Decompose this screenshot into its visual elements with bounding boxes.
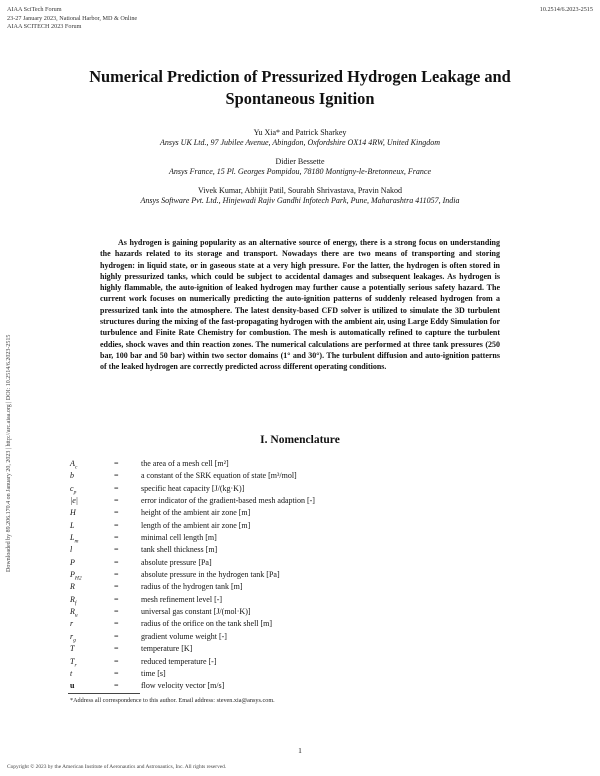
- nomenclature-equals: =: [114, 644, 119, 654]
- conference-name: AIAA SciTech Forum: [7, 6, 62, 13]
- nomenclature-symbol: R: [70, 582, 75, 592]
- conference-dates: 23-27 January 2023, National Harbor, MD & Online: [7, 14, 138, 22]
- nomenclature-entry: [70, 668, 530, 680]
- nomenclature-equals: =: [114, 631, 119, 641]
- nomenclature-entry: [70, 495, 530, 507]
- nomenclature-definition: the area of a mesh cell [m²]: [141, 459, 229, 468]
- nomenclature-symbol: u: [70, 681, 75, 691]
- nomenclature-definition: specific heat capacity [J/(kg·K)]: [141, 483, 245, 493]
- author-affiliation: Ansys Software Pvt. Ltd., Hinjewadi Rajiv Gandhi Infotech Park, Pune, Maharashtra 411057, India: [140, 196, 460, 206]
- nomenclature-symbol: H: [70, 508, 76, 518]
- nomenclature-definition: minimal cell length [m]: [141, 533, 217, 543]
- nomenclature-equals: =: [114, 520, 119, 530]
- nomenclature-definition: flow velocity vector [m/s]: [141, 681, 225, 691]
- nomenclature-entry: [70, 594, 530, 606]
- nomenclature-equals: =: [114, 483, 119, 493]
- nomenclature-entry: [70, 569, 530, 581]
- title-line-1: Numerical Prediction of Pressurized Hydrogen Leakage and: [89, 67, 511, 86]
- nomenclature-equals: =: [114, 619, 119, 629]
- nomenclature-entry: [70, 643, 530, 655]
- nomenclature-symbol: |e|: [70, 496, 78, 506]
- nomenclature-equals: =: [114, 459, 119, 468]
- nomenclature-entry: [70, 557, 530, 569]
- nomenclature-entry: [70, 581, 530, 593]
- nomenclature-equals: =: [114, 656, 119, 666]
- nomenclature-definition: absolute pressure in the hydrogen tank [Pa]: [141, 570, 280, 580]
- nomenclature-equals: =: [114, 557, 119, 567]
- nomenclature-definition: a constant of the SRK equation of state [m³/mol]: [141, 471, 297, 481]
- nomenclature-equals: =: [114, 582, 119, 592]
- nomenclature-symbol: T: [70, 644, 75, 654]
- nomenclature-entry: [70, 656, 530, 668]
- copyright-notice: Copyright © 2023 by the American Institute of Aeronautics and Astronautics, Inc. All rights reserved.: [7, 764, 227, 770]
- nomenclature-definition: length of the ambient air zone [m]: [141, 520, 251, 530]
- nomenclature-symbol: $r_g$: [70, 631, 76, 644]
- nomenclature-equals: =: [114, 545, 119, 555]
- nomenclature-entry: [70, 470, 530, 482]
- author-names: Yu Xia* and Patrick Sharkey: [253, 128, 347, 137]
- correspondence-footnote: *Address all correspondence to this author. Email address: steven.xia@ansys.com.: [70, 697, 275, 704]
- nomenclature-symbol: $c_p$: [70, 483, 77, 496]
- nomenclature-entry: [70, 631, 530, 643]
- nomenclature-symbol: $R_u$: [70, 607, 78, 619]
- nomenclature-symbol: $R_f$: [70, 594, 77, 607]
- nomenclature-equals: =: [114, 570, 119, 580]
- author-affiliation: Ansys France, 15 Pl. Georges Pompidou, 78180 Montigny-le-Bretonneux, France: [168, 167, 431, 177]
- nomenclature-definition: tank shell thickness [m]: [141, 545, 218, 555]
- nomenclature-entry: [70, 544, 530, 556]
- nomenclature-entry: [70, 532, 530, 544]
- nomenclature-symbol: P: [70, 557, 75, 567]
- paper-title: [60, 66, 540, 110]
- nomenclature-definition: mesh refinement level [-]: [141, 594, 223, 604]
- nomenclature-symbol: $P_{H2}$: [70, 570, 82, 582]
- doi-header: 10.2514/6.2023-2515: [539, 6, 593, 13]
- nomenclature-equals: =: [114, 508, 119, 518]
- nomenclature-equals: =: [114, 533, 119, 543]
- footnote-divider: [68, 693, 140, 694]
- nomenclature-symbol: $T_r$: [70, 656, 77, 669]
- nomenclature-symbol: $L_m$: [70, 533, 79, 545]
- author-group-3: [40, 186, 560, 207]
- nomenclature-entry: [70, 507, 530, 519]
- nomenclature-symbol: L: [70, 520, 75, 530]
- author-group-2: [40, 157, 560, 178]
- nomenclature-definition: radius of the orifice on the tank shell [m]: [141, 619, 273, 629]
- download-stamp: Downloaded by 89.206.170.4 on January 20, 2023 | http://arc.aiaa.org | DOI: 10.2514/6.2023-2515: [6, 334, 12, 572]
- section-heading-nomenclature: I. Nomenclature: [260, 434, 340, 446]
- nomenclature-symbol: b: [70, 471, 74, 481]
- nomenclature-equals: =: [114, 496, 119, 506]
- nomenclature-entry: [70, 458, 530, 470]
- nomenclature-definition: radius of the hydrogen tank [m]: [141, 582, 243, 592]
- nomenclature-definition: absolute pressure [Pa]: [141, 557, 212, 567]
- nomenclature-entry: [70, 618, 530, 630]
- nomenclature-symbol: l: [70, 545, 73, 555]
- conference-header: [7, 6, 137, 32]
- nomenclature-definition: time [s]: [141, 668, 166, 678]
- nomenclature-symbol: r: [70, 619, 74, 629]
- author-group-1: [40, 128, 560, 149]
- nomenclature-equals: =: [114, 668, 119, 678]
- nomenclature-list: [70, 458, 530, 693]
- author-block: [40, 128, 560, 214]
- nomenclature-equals: =: [114, 607, 119, 617]
- author-affiliation: Ansys UK Ltd., 97 Jubilee Avenue, Abingdon, Oxfordshire OX14 4RW, United Kingdom: [160, 138, 440, 148]
- nomenclature-equals: =: [114, 681, 119, 691]
- page-number: 1: [298, 746, 302, 755]
- title-line-2: Spontaneous Ignition: [225, 89, 375, 108]
- nomenclature-equals: =: [114, 594, 119, 604]
- nomenclature-definition: height of the ambient air zone [m]: [141, 508, 251, 518]
- nomenclature-definition: error indicator of the gradient-based mesh adaption [-]: [141, 496, 315, 506]
- nomenclature-entry: [70, 680, 530, 692]
- nomenclature-entry: [70, 520, 530, 532]
- nomenclature-entry: [70, 483, 530, 495]
- author-names: Didier Bessette: [275, 156, 325, 166]
- nomenclature-definition: gradient volume weight [-]: [141, 631, 227, 641]
- author-names: Vivek Kumar, Abhijit Patil, Sourabh Shrivastava, Pravin Nakod: [197, 185, 403, 195]
- conference-forum: AIAA SCITECH 2023 Forum: [7, 23, 82, 31]
- nomenclature-definition: universal gas constant [J/(mol·K)]: [141, 607, 251, 617]
- abstract: As hydrogen is gaining popularity as an alternative source of energy, there is a strong focus on understanding the hazards related to its storage and transport. Nowadays there are two means of transporting and storing hydrogen: in liquid state, or in gaseous state at a very high pressure. For the latter, the hydrogen is often stored in highly pressurized tanks, which could be subject to accidental damages and subsequent leakages. As hydrogen is highly flammable, the auto-ignition of leaked hydrogen may further cause a potentially serious safety hazard. The current work focuses on numerically predicting the auto-ignition patterns of suddenly released hydrogen from a pressurized tank into the atmosphere. The latest density-based CFD solver is utilized to simulate the 3D turbulent structures during the mixing of the fast-propagating hydrogen with the ambient air, using Large Eddy Simulation for turbulence and Finite Rate Chemistry for combustion. The mesh is automatically refined to capture the turbulent eddies, shock waves and thin reaction zones. The numerical calculations are performed at three tank pressures (250 bar, 100 bar and 50 bar) within two sector domains (1° and 30°). The turbulent diffusion and auto-ignition patterns of the leaked hydrogen are correctly predicted across different operating conditions.: [100, 238, 500, 372]
- nomenclature-symbol: t: [70, 668, 73, 678]
- nomenclature-entry: [70, 606, 530, 618]
- nomenclature-definition: temperature [K]: [141, 644, 193, 654]
- nomenclature-symbol: $A_c$: [70, 459, 78, 471]
- nomenclature-definition: reduced temperature [-]: [141, 656, 217, 666]
- nomenclature-equals: =: [114, 471, 119, 481]
